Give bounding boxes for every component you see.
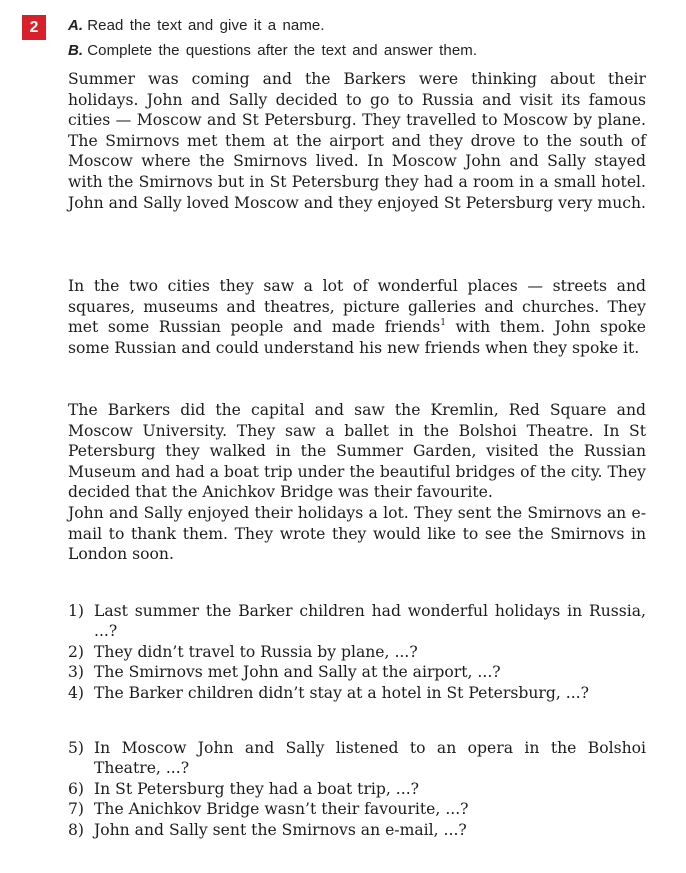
question-text: The Barker children didn’t stay at a hotel in St Petersburg, ...? <box>94 683 589 702</box>
question-item <box>68 683 646 703</box>
question-item <box>68 779 646 799</box>
questions-group-1 <box>68 601 646 703</box>
question-number: 8) <box>68 820 85 839</box>
task-b-letter: B. <box>68 42 84 59</box>
question-number: 7) <box>68 800 85 819</box>
question-text: The Anichkov Bridge wasn’t their favourite, ...? <box>94 800 469 819</box>
question-number: 1) <box>68 602 85 620</box>
question-text: Last summer the Barker children had wonderful holidays in Russia, ...? <box>94 602 646 641</box>
paragraph-2-part-2: with them. John spoke some Russian and could understand his new friends when they spoke it. <box>68 318 646 357</box>
question-item <box>68 738 646 779</box>
question-item <box>68 642 646 662</box>
question-text: In Moscow John and Sally listened to an opera in the Bolshoi Theatre, ...? <box>94 739 646 778</box>
task-b-text: Complete the questions after the text and answer them. <box>87 42 478 59</box>
text-paragraph-2 <box>68 276 646 358</box>
question-number: 6) <box>68 779 85 798</box>
question-item <box>68 601 646 642</box>
paragraph-2-part-1: In the two cities they saw a lot of wonderful places — streets and squares, museums and theatres, picture galleries and churches. They met some Russian people and made friends <box>68 277 646 337</box>
task-a-text: Read the text and give it a name. <box>87 17 325 34</box>
paragraph-3-part-1: The Barkers did the capital and saw the Kremlin, Red Square and Moscow University. They saw a ballet in the Bolshoi Theatre. In St Petersburg they walked in the Summer Garden, visited the Russian Museum and had a boat trip under the beautiful bridges of the city. They decided that the Anichkov Bridge was their favourite. <box>68 401 646 502</box>
question-text: John and Sally sent the Smirnovs an e-mail, ...? <box>94 820 467 839</box>
question-text: The Smirnovs met John and Sally at the airport, ...? <box>94 663 501 682</box>
questions-group-2 <box>68 738 646 840</box>
exercise-number-badge: 2 <box>22 15 46 40</box>
task-a-letter: A. <box>68 17 84 34</box>
paragraph-3-part-2: John and Sally enjoyed their holidays a lot. They sent the Smirnovs an e-mail to thank them. They wrote they would like to see the Smirnovs in London soon. <box>68 503 646 564</box>
question-number: 5) <box>68 739 85 757</box>
text-paragraph-3 <box>68 400 646 565</box>
question-item <box>68 820 646 840</box>
question-text: They didn’t travel to Russia by plane, ...? <box>94 642 418 661</box>
question-item <box>68 799 646 819</box>
text-paragraph-1: Summer was coming and the Barkers were thinking about their holidays. John and Sally decided to go to Russia and visit its famous cities — Moscow and St Petersburg. They travelled to Moscow by plane. The Smirnovs met them at the airport and they drove to the south of Moscow where the Smirnovs lived. In Moscow John and Sally stayed with the Smirnovs but in St Petersburg they had a room in a small hotel. John and Sally loved Moscow and they enjoyed St Petersburg very much. <box>68 70 646 212</box>
question-number: 3) <box>68 663 85 682</box>
question-text: In St Petersburg they had a boat trip, ...? <box>94 779 420 798</box>
question-number: 2) <box>68 642 85 661</box>
task-a <box>68 17 325 34</box>
footnote-marker: 1 <box>440 318 446 329</box>
question-item <box>68 662 646 682</box>
task-b <box>68 42 477 59</box>
question-number: 4) <box>68 683 85 702</box>
